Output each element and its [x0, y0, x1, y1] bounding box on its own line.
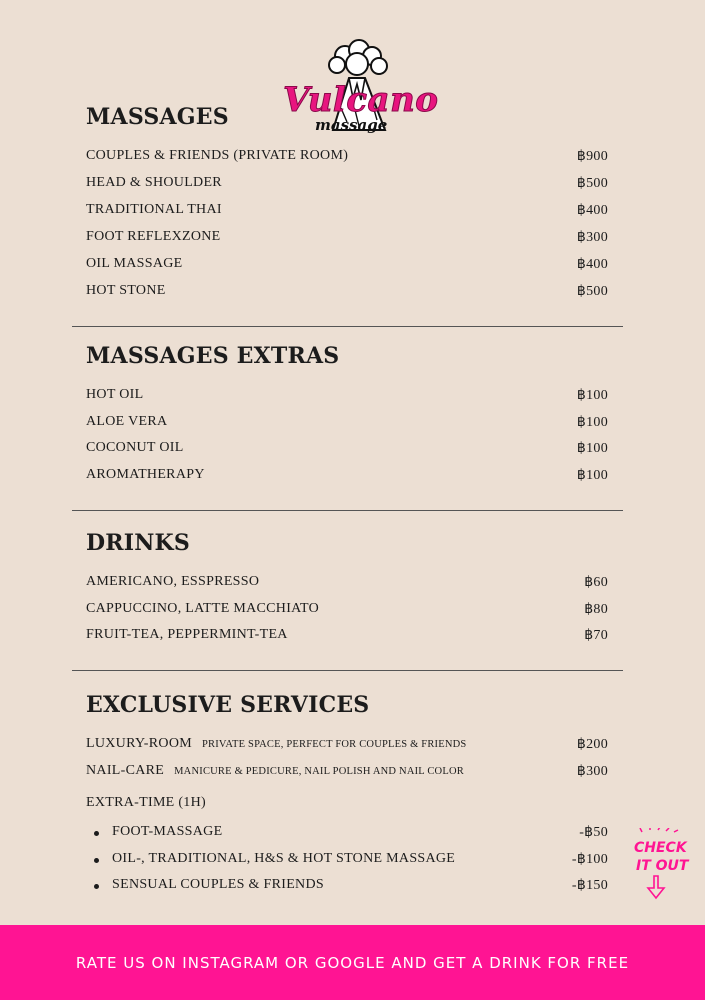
item-price: ฿400: [576, 257, 608, 272]
item-price: ฿100: [576, 441, 608, 456]
extra-time-label: EXTRA-TIME (1H): [86, 795, 206, 810]
list-item: [86, 877, 608, 897]
footer-text: RATE US ON INSTAGRAM OR GOOGLE AND GET A DRINK FOR FREE: [75, 953, 630, 972]
item-name: [86, 763, 464, 779]
check-it-out-line1: CHECK: [634, 840, 687, 856]
item-price: ฿400: [576, 203, 608, 218]
section-title-massages: MASSAGES: [86, 104, 229, 130]
item-price: -฿150: [571, 878, 608, 893]
menu-item: [86, 148, 608, 168]
menu-item: [86, 736, 608, 756]
item-name: SENSUAL COUPLES & FRIENDS: [112, 877, 324, 892]
item-price: ฿300: [576, 230, 608, 245]
item-price: ฿500: [576, 284, 608, 299]
menu-item: [86, 202, 608, 222]
divider: [72, 326, 623, 327]
item-name: [86, 736, 466, 752]
bullet-icon: [94, 884, 99, 889]
item-price: ฿70: [584, 628, 608, 643]
logo-tagline: massage: [315, 116, 388, 134]
down-arrow-icon: [648, 876, 664, 898]
item-name: OIL-, TRADITIONAL, H&S & HOT STONE MASSAGE: [112, 851, 456, 866]
item-price: ฿100: [576, 415, 608, 430]
menu-item: [86, 256, 608, 276]
divider: [72, 670, 623, 671]
menu-item: [86, 574, 608, 594]
check-it-out-line2: IT OUT: [636, 858, 689, 874]
item-price: -฿100: [571, 852, 608, 867]
item-price: ฿300: [576, 764, 608, 779]
item-name: COCONUT OIL: [86, 440, 184, 455]
section-title-exclusive: EXCLUSIVE SERVICES: [86, 692, 370, 718]
menu-item: [86, 283, 608, 303]
menu-item: [86, 414, 608, 434]
logo: [275, 38, 439, 148]
check-it-out-sticker: [632, 828, 692, 903]
menu-item: [86, 763, 608, 783]
item-name: HEAD & SHOULDER: [86, 175, 222, 190]
item-price: ฿200: [576, 737, 608, 752]
item-price: ฿100: [576, 468, 608, 483]
logo-wordmark: Vulcano: [283, 80, 439, 120]
item-price: ฿900: [576, 149, 608, 164]
bullet-icon: [94, 831, 99, 836]
menu-item: [86, 229, 608, 249]
menu-item: [86, 467, 608, 487]
item-name: ALOE VERA: [86, 414, 168, 429]
menu-item: [86, 440, 608, 460]
item-name: FOOT-MASSAGE: [112, 824, 223, 839]
item-price: ฿60: [584, 575, 608, 590]
item-name: CAPPUCCINO, LATTE MACCHIATO: [86, 601, 320, 616]
item-description: MANICURE & PEDICURE, NAIL POLISH AND NAIL COLOR: [174, 766, 464, 777]
menu-item: [86, 627, 608, 647]
item-name: AMERICANO, ESSPRESSO: [86, 574, 260, 589]
bullet-icon: [94, 858, 99, 863]
menu-item: [86, 601, 608, 621]
menu-item: [86, 175, 608, 195]
item-price: ฿80: [584, 602, 608, 617]
item-name-text: NAIL-CARE: [86, 763, 165, 778]
item-price: -฿50: [579, 825, 608, 840]
item-description: PRIVATE SPACE, PERFECT FOR COUPLES & FRIENDS: [201, 739, 467, 750]
section-title-extras: MASSAGES EXTRAS: [86, 343, 340, 369]
item-name: HOT STONE: [86, 283, 166, 298]
item-price: ฿500: [576, 176, 608, 191]
item-name-text: LUXURY-ROOM: [86, 736, 192, 751]
divider: [72, 510, 623, 511]
list-item: [86, 851, 608, 871]
item-name: HOT OIL: [86, 387, 144, 402]
footer-banner: [0, 925, 705, 1000]
section-title-drinks: DRINKS: [86, 530, 190, 556]
list-item: [86, 824, 608, 844]
check-it-out-icon: [632, 828, 692, 903]
menu-item: [86, 387, 608, 407]
item-name: FRUIT-TEA, PEPPERMINT-TEA: [86, 627, 288, 642]
item-price: ฿100: [576, 388, 608, 403]
item-name: TRADITIONAL THAI: [86, 202, 222, 217]
item-name: COUPLES & FRIENDS (PRIVATE ROOM): [86, 148, 349, 163]
item-name: FOOT REFLEXZONE: [86, 229, 221, 244]
item-name: OIL MASSAGE: [86, 256, 183, 271]
item-name: AROMATHERAPY: [86, 467, 205, 482]
